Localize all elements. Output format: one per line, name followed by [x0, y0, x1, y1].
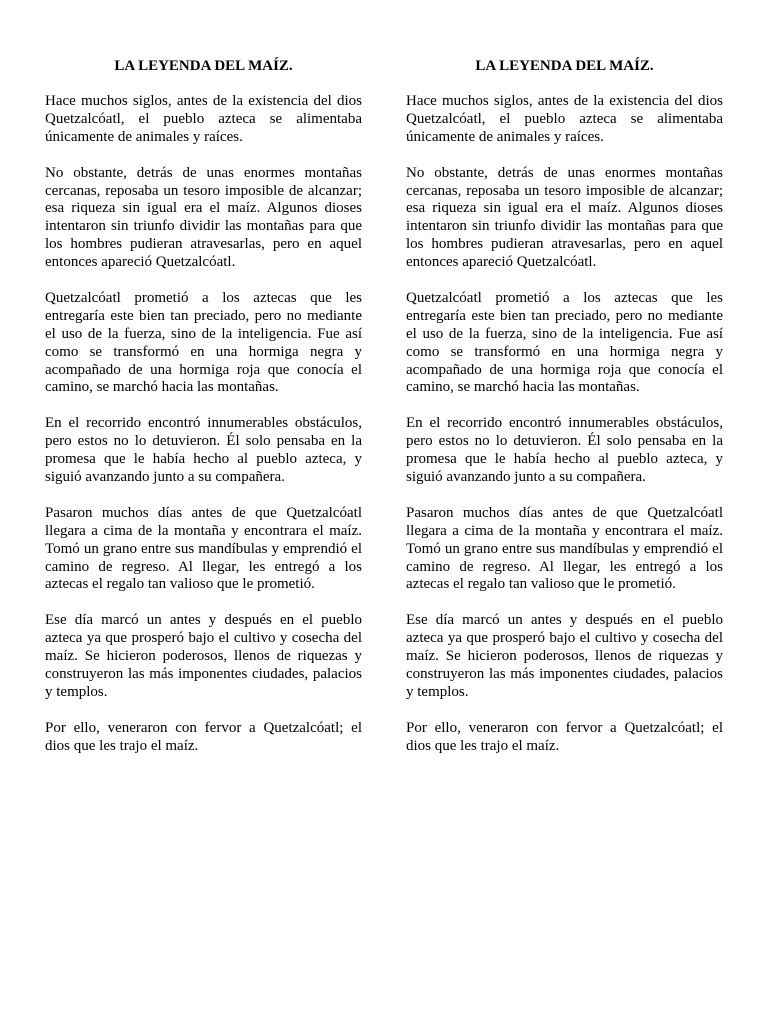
paragraph: Quetzalcóatl prometió a los aztecas que les entregaría este bien tan preciado, pero no mediante el uso de la fuerza, sino de la inteligencia. Fue así como se transformó en una hormiga negra y acompañado de una hormiga roja que conocía el camino, se marchó hacia las montañas. [45, 289, 362, 396]
paragraph: En el recorrido encontró innumerables obstáculos, pero estos no lo detuvieron. Él solo pensaba en la promesa que le había hecho al pueblo azteca, y siguió avanzando junto a su compañera. [406, 415, 723, 485]
document-title: LA LEYENDA DEL MAÍZ. [475, 58, 654, 74]
document-title: LA LEYENDA DEL MAÍZ. [114, 58, 293, 74]
paragraph: No obstante, detrás de unas enormes montañas cercanas, reposaba un tesoro imposible de alcanzar; esa riqueza sin igual era el maíz. Algunos dioses intentaron sin triunfo dividir las montañas para que los hombres pudieran atravesarlas, pero en aquel entonces apareció Quetzalcóatl. [45, 164, 362, 271]
paragraph: No obstante, detrás de unas enormes montañas cercanas, reposaba un tesoro imposible de alcanzar; esa riqueza sin igual era el maíz. Algunos dioses intentaron sin triunfo dividir las montañas para que los hombres pudieran atravesarlas, pero en aquel entonces apareció Quetzalcóatl. [406, 164, 723, 271]
paragraph: Ese día marcó un antes y después en el pueblo azteca ya que prosperó bajo el cultivo y cosecha del maíz. Se hicieron poderosos, llenos de riquezas y construyeron las más imponentes ciudades, palacios y templos. [406, 612, 723, 700]
paragraph: En el recorrido encontró innumerables obstáculos, pero estos no lo detuvieron. Él solo pensaba en la promesa que le había hecho al pueblo azteca, y siguió avanzando junto a su compañera. [45, 415, 362, 485]
right-column [406, 57, 723, 773]
paragraph: Por ello, veneraron con fervor a Quetzalcóatl; el dios que les trajo el maíz. [406, 719, 723, 754]
paragraph: Pasaron muchos días antes de que Quetzalcóatl llegara a cima de la montaña y encontrara el maíz. Tomó un grano entre sus mandíbulas y emprendió el camino de regreso. Al llegar, les entregó a los aztecas el regalo tan valioso que le prometió. [406, 504, 723, 593]
left-column [45, 57, 362, 773]
paragraph: Hace muchos siglos, antes de la existencia del dios Quetzalcóatl, el pueblo azteca se alimentaba únicamente de animales y raíces. [45, 93, 362, 145]
paragraph: Hace muchos siglos, antes de la existencia del dios Quetzalcóatl, el pueblo azteca se alimentaba únicamente de animales y raíces. [406, 93, 723, 145]
paragraph: Ese día marcó un antes y después en el pueblo azteca ya que prosperó bajo el cultivo y cosecha del maíz. Se hicieron poderosos, llenos de riquezas y construyeron las más imponentes ciudades, palacios y templos. [45, 612, 362, 700]
paragraph: Quetzalcóatl prometió a los aztecas que les entregaría este bien tan preciado, pero no mediante el uso de la fuerza, sino de la inteligencia. Fue así como se transformó en una hormiga negra y acompañado de una hormiga roja que conocía el camino, se marchó hacia las montañas. [406, 289, 723, 396]
paragraph: Por ello, veneraron con fervor a Quetzalcóatl; el dios que les trajo el maíz. [45, 719, 362, 754]
paragraph: Pasaron muchos días antes de que Quetzalcóatl llegara a cima de la montaña y encontrara el maíz. Tomó un grano entre sus mandíbulas y emprendió el camino de regreso. Al llegar, les entregó a los aztecas el regalo tan valioso que le prometió. [45, 504, 362, 593]
